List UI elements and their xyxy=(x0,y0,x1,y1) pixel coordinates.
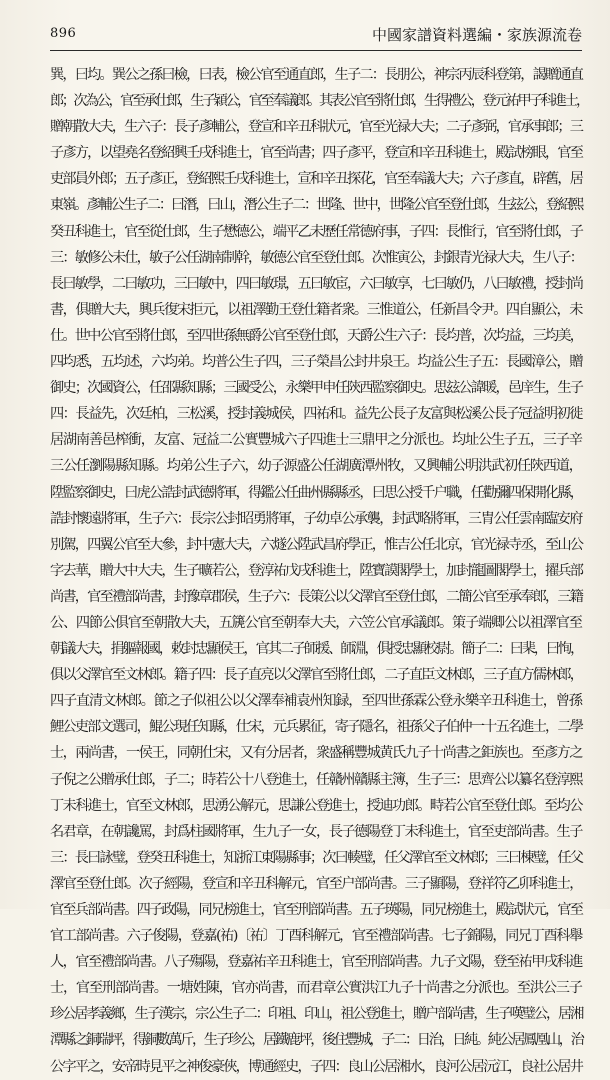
text-line: 人，官至禮部尚書。八子殤陽，登嘉祐辛丑科進士，官至刑部尚書。九子文陽，登至祐甲戌科進 xyxy=(50,954,582,971)
text-line: 御史；次國資公，任邵縣知縣；三國受公，永樂甲申任陝西監察御史。思玆公諱暖，邑庠生，生子 xyxy=(50,380,583,397)
text-line: 別駕，四翼公官至大參，封中憲大夫，六燧公陞武昌府學正，惟吉公任北京，官光禄寺丞，至山公 xyxy=(50,536,583,553)
text-line: 公字平之，安帝時見平之神俊豪俠，博通經史，子四：良山公居湘水，良河公居沅江，良社公居井 xyxy=(50,1058,583,1075)
text-line: 四：長益先，次廷柏，三松溪，授封義城侯，四祐和。益先公長子友富與松溪公長子冠益明初徙 xyxy=(50,406,582,423)
text-line: 士，兩尚書，一侯王，同朝仕宋，又有分居者，衆盛稱豐城黄氏九子十尚書之鉅族也。至彥方之 xyxy=(50,745,582,762)
text-line: 癸丑科進士，官至從仕郎，生子懋德公，端平乙未歷任常德府事，子四：長惟行，官至將仕郎，子 xyxy=(50,223,583,240)
text-line: 仕。世中公官至將仕郎，至四世孫無爵公官至登仕郎，天爵公生六子：長均普，次均益，三均美， xyxy=(50,327,583,344)
text-line: 潭縣之銅瑞坪，得銅數萬斤，生子珍公，居鐵鹿坪，後住豐城，子二：日治，日純。純公居鳳凰山，治 xyxy=(50,1032,583,1049)
text-line: 朝議大夫，捐軀報國，敕封忠顯侯王，官其二子師援、師淵，俱授忠顯校尉。簡子二：曰棐，曰恂， xyxy=(50,641,583,658)
text-line: 陞監察御史，曰虎公誥封武德將軍，得鑑公任曲州縣縣丞，曰思公授千户職，任勸彌四保開化縣， xyxy=(50,484,583,501)
text-line: 三：長曰詠璧，登癸丑科進士，知浙江東陽縣事；次曰輳璧，任父澤官至文林郎；三曰棟璧，任父 xyxy=(50,849,583,866)
running-title: 中國家譜資料選編・家族源流卷 xyxy=(371,26,582,44)
body-text xyxy=(50,62,588,1075)
text-line: 官至兵部尚書。四子政陽，同兄榜進士，官至刑部尚書。五子瑛陽，同兄榜進士，殿試狀元，官至 xyxy=(50,902,583,918)
page-header xyxy=(50,22,582,46)
text-line: 郎；次為公，官至承仕郎，生子穎公，官至奉議郎。其表公官至將仕郎，生得禮公，登元祐甲子科進士， xyxy=(50,93,588,110)
text-line: 三公任瀏陽縣知縣。均弟公生子六，幼子源盛公任湖廣潭州牧，又興輔公明洪武初任陝西道， xyxy=(50,458,582,475)
text-line: 書，俱贈大夫，興兵復宋拒元，以祖澤勤王登仕籍者衆。三惟道公，任新昌令尹。四自顯公，未 xyxy=(50,301,582,318)
header-rule xyxy=(50,50,582,51)
text-line: 長曰敏學，二曰敏功，三曰敏中，四曰敏璟，五曰敏宦，六曰敏享，七曰敏仍，八曰敏禮，授封尚 xyxy=(50,275,583,292)
text-line: 尚書，官至禮部尚書，封豫章郡侯，生子六：長策公以父澤官至登仕郎，二簡公官至承奉郎，三籍 xyxy=(50,588,583,605)
text-line: 鯉公吏部文選司，鯤公現任知縣，仕宋，元兵累征，寄子隱名，祖孫父子伯仲一十五名進士，二學 xyxy=(50,719,583,736)
text-line: 吏部員外郎；五子彥正，登紹熙壬戌科進士，宣和辛丑探花，官至奉議大夫；六子彥直，辟舊，居 xyxy=(50,171,583,188)
text-line: 四子直清文林郎。節之子似祖公以父澤奉補袁州知録，至四世孫霖公登永樂辛丑科進士，曾孫 xyxy=(50,693,582,710)
text-line: 贈朝散大夫，生六子：長子彥輔公，登宣和辛丑科狀元，官至光禄大夫；二子彥弼，官承事郎；三 xyxy=(50,119,583,136)
text-line: 名君章，在朝讒罵，封爲柱國將軍，生九子一女，長子德陽登丁未科進士，官至吏部尚書。生子 xyxy=(50,823,582,840)
text-line: 東嶺。彥輔公生子二：曰潛，曰山，潛公生子二：世隆、世中，世隆公官至登仕郎，生玆公，登紹熙 xyxy=(50,197,583,214)
text-line: 子倪之公贈承仕郎，子二；時若公十八登進士，任贛州贛縣主簿，生子三：思齊公以纂名登淳熙 xyxy=(50,771,582,788)
text-line: 誥封懷遠將軍，生子六：長宗公封昭勇將軍，子幼卓公承襲，封武略將軍，三胄公任雲南臨安府 xyxy=(50,510,582,527)
text-line: 俱以父澤官至文林郎。籍子四：長子直亮以父澤官至將仕郎，二子直臣文林郎，三子直方儒林郎， xyxy=(50,667,583,684)
text-line: 丁未科進士，官至文林郎，思湧公解元，思謙公登進士，授迪功郎。畤若公官至登仕郎。至均公 xyxy=(50,797,582,814)
text-line: 官工部尚書。六子俊陽，登嘉(祐)〔祐〕丁酉科解元，官至禮部尚書。七子錦陽，同兄丁酉科舉 xyxy=(50,928,582,945)
text-line: 澤官至登仕郎。次子經陽，登宣和辛丑科解元，官至户部尚書。三子顯陽，登祥符乙卯科進士， xyxy=(50,875,582,892)
text-line: 子彥方，以望堯名登紹興壬戌科進士，官至尚書；四子彥平，登宣和辛丑科進士，殿試榜眼，官至 xyxy=(50,145,583,162)
text-line: 士，官至刑部尚書。一塘姓陳，官亦尚書，而君章公實洪江九子十尚書之分派也。至洪公三子 xyxy=(50,980,582,997)
text-line: 珍公居孝義鄉，生子漢宗，宗公生子二：印祖、印山，祖公登進士，贈户部尚書，生子嘆璧公，居湘 xyxy=(50,1006,583,1023)
text-line: 居湖南善邑榨衝，友富、冠益二公實豐城六子四進士三鼎甲之分派也。均址公生子五，三子辛 xyxy=(50,432,582,449)
text-line: 四均悉，五均述，六均弟。均普公生子四，三子榮昌公封井泉王。均益公生子五：長國漳公，贈 xyxy=(50,354,582,371)
text-line: 三：敏修公未仕，敏子公任湖南制幹，敏德公官至登仕郎。次惟寅公，封銀青光禄大夫，生八子： xyxy=(50,249,583,266)
page-number: 896 xyxy=(50,26,77,41)
text-line: 巽，曰均。巽公之孫曰檢，曰表，檢公官至通直郎，生子二：長朋公，神宗丙辰科登第，謁贈通直 xyxy=(50,67,583,83)
text-line: 公、四節公俱官至朝散大夫，五篪公官至朝奉大夫，六笠公官承議郎。策子端卿公以祖澤官至 xyxy=(50,614,582,631)
text-line: 字去華，贈大中大夫，生子曠若公，登淳祐戊戌科進士，陞寶謨閣學士，加封龍圖閣學士，擢兵部 xyxy=(50,562,583,579)
